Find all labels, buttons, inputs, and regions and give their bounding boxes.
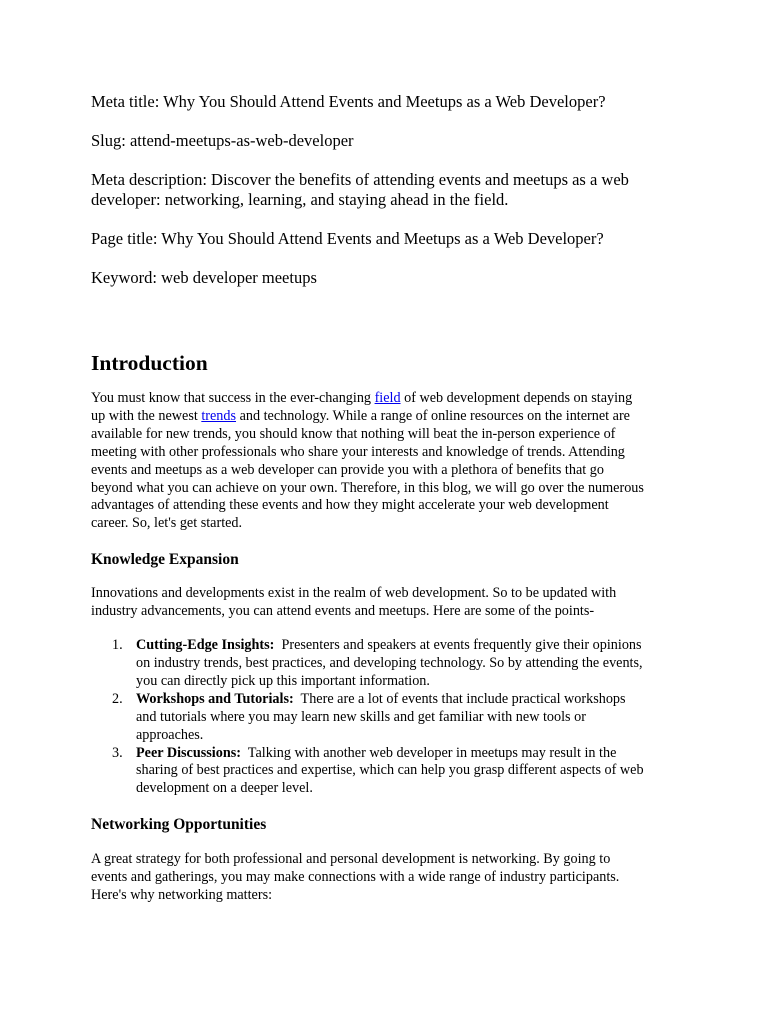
paragraph-line: Innovations and developments exist in the realm of web development. So to be updated with [91,585,617,602]
paragraph-line: advantages of attending these events and how they might accelerate your web development [91,497,609,514]
paragraph-line: career. So, let's get started. [91,515,243,532]
paragraph-line: available for new trends, you should know that nothing will beat the in-person experience of [91,425,616,442]
paragraph-line: meeting with other professionals who share your interests and knowledge of trends. Attending [91,443,625,460]
list-number: 2. [112,690,123,707]
list-item-line: sharing of best practices and expertise, which can help you grasp different aspects of web [136,762,644,779]
knowledge-list [91,637,683,798]
list-item: 2. Workshops and Tutorials: There are a lot of events that include practical workshops and tutorials where you may learn new skills and get familiar with new tools or approaches. [91,691,683,745]
list-item: 1. Cutting-Edge Insights: Presenters and speakers at events frequently give their opinions on industry trends, best practices, and developing technology. So by attending the events, you can directly pick up this important information. [91,637,683,691]
list-item-line: on industry trends, best practices, and developing technology. So by attending the events, [136,654,643,671]
document-page [91,92,683,905]
knowledge-expansion-heading: Knowledge Expansion [91,551,239,569]
list-item-title: Peer Discussions: [136,744,241,761]
introduction-heading: Introduction [91,351,208,375]
paragraph-line: industry advancements, you can attend events and meetups. Here are some of the points- [91,603,595,620]
list-item-line: and tutorials where you may learn new skills and get familiar with new tools or [136,708,586,725]
paragraph-line: You must know that success in the ever-changing field of web development depends on staying [91,390,633,406]
knowledge-paragraph [91,585,683,621]
list-item-line: development on a deeper level. [136,780,313,797]
paragraph-line: A great strategy for both professional and personal development is networking. By going to [91,851,611,868]
paragraph-line: events and gatherings, you may make connections with a wide range of industry participants. [91,869,620,886]
field-link[interactable]: field [374,390,401,406]
slug: Slug: attend-meetups-as-web-developer [91,131,354,150]
meta-description-line: developer: networking, learning, and staying ahead in the field. [91,190,509,209]
list-item-title: Cutting-Edge Insights: [136,637,275,654]
paragraph-line: up with the newest trends and technology. While a range of online resources on the internet are [91,407,630,424]
paragraph-line: events and meetups as a web developer can provide you with a plethora of benefits that go [91,461,604,478]
list-item-line: you can directly pick up this important information. [136,672,430,689]
introduction-paragraph [91,390,683,533]
list-item-line: approaches. [136,726,204,743]
paragraph-line: Here's why networking matters: [91,887,273,904]
list-item: 3. Peer Discussions: Talking with another web developer in meetups may result in the sharing of best practices and expertise, which can help you grasp different aspects of web development on a deeper level. [91,745,683,799]
meta-title: Meta title: Why You Should Attend Events and Meetups as a Web Developer? [91,92,606,111]
networking-paragraph [91,851,683,905]
paragraph-line: beyond what you can achieve on your own. Therefore, in this blog, we will go over the numerous [91,479,644,496]
list-item-title: Workshops and Tutorials: [136,690,294,707]
trends-link[interactable]: trends [201,407,237,424]
networking-heading: Networking Opportunities [91,816,267,834]
meta-description-line: Meta description: Discover the benefits of attending events and meetups as a web [91,170,629,189]
list-number: 1. [112,637,123,654]
keyword: Keyword: web developer meetups [91,268,317,287]
page-title: Page title: Why You Should Attend Events and Meetups as a Web Developer? [91,229,604,248]
list-number: 3. [112,744,123,761]
